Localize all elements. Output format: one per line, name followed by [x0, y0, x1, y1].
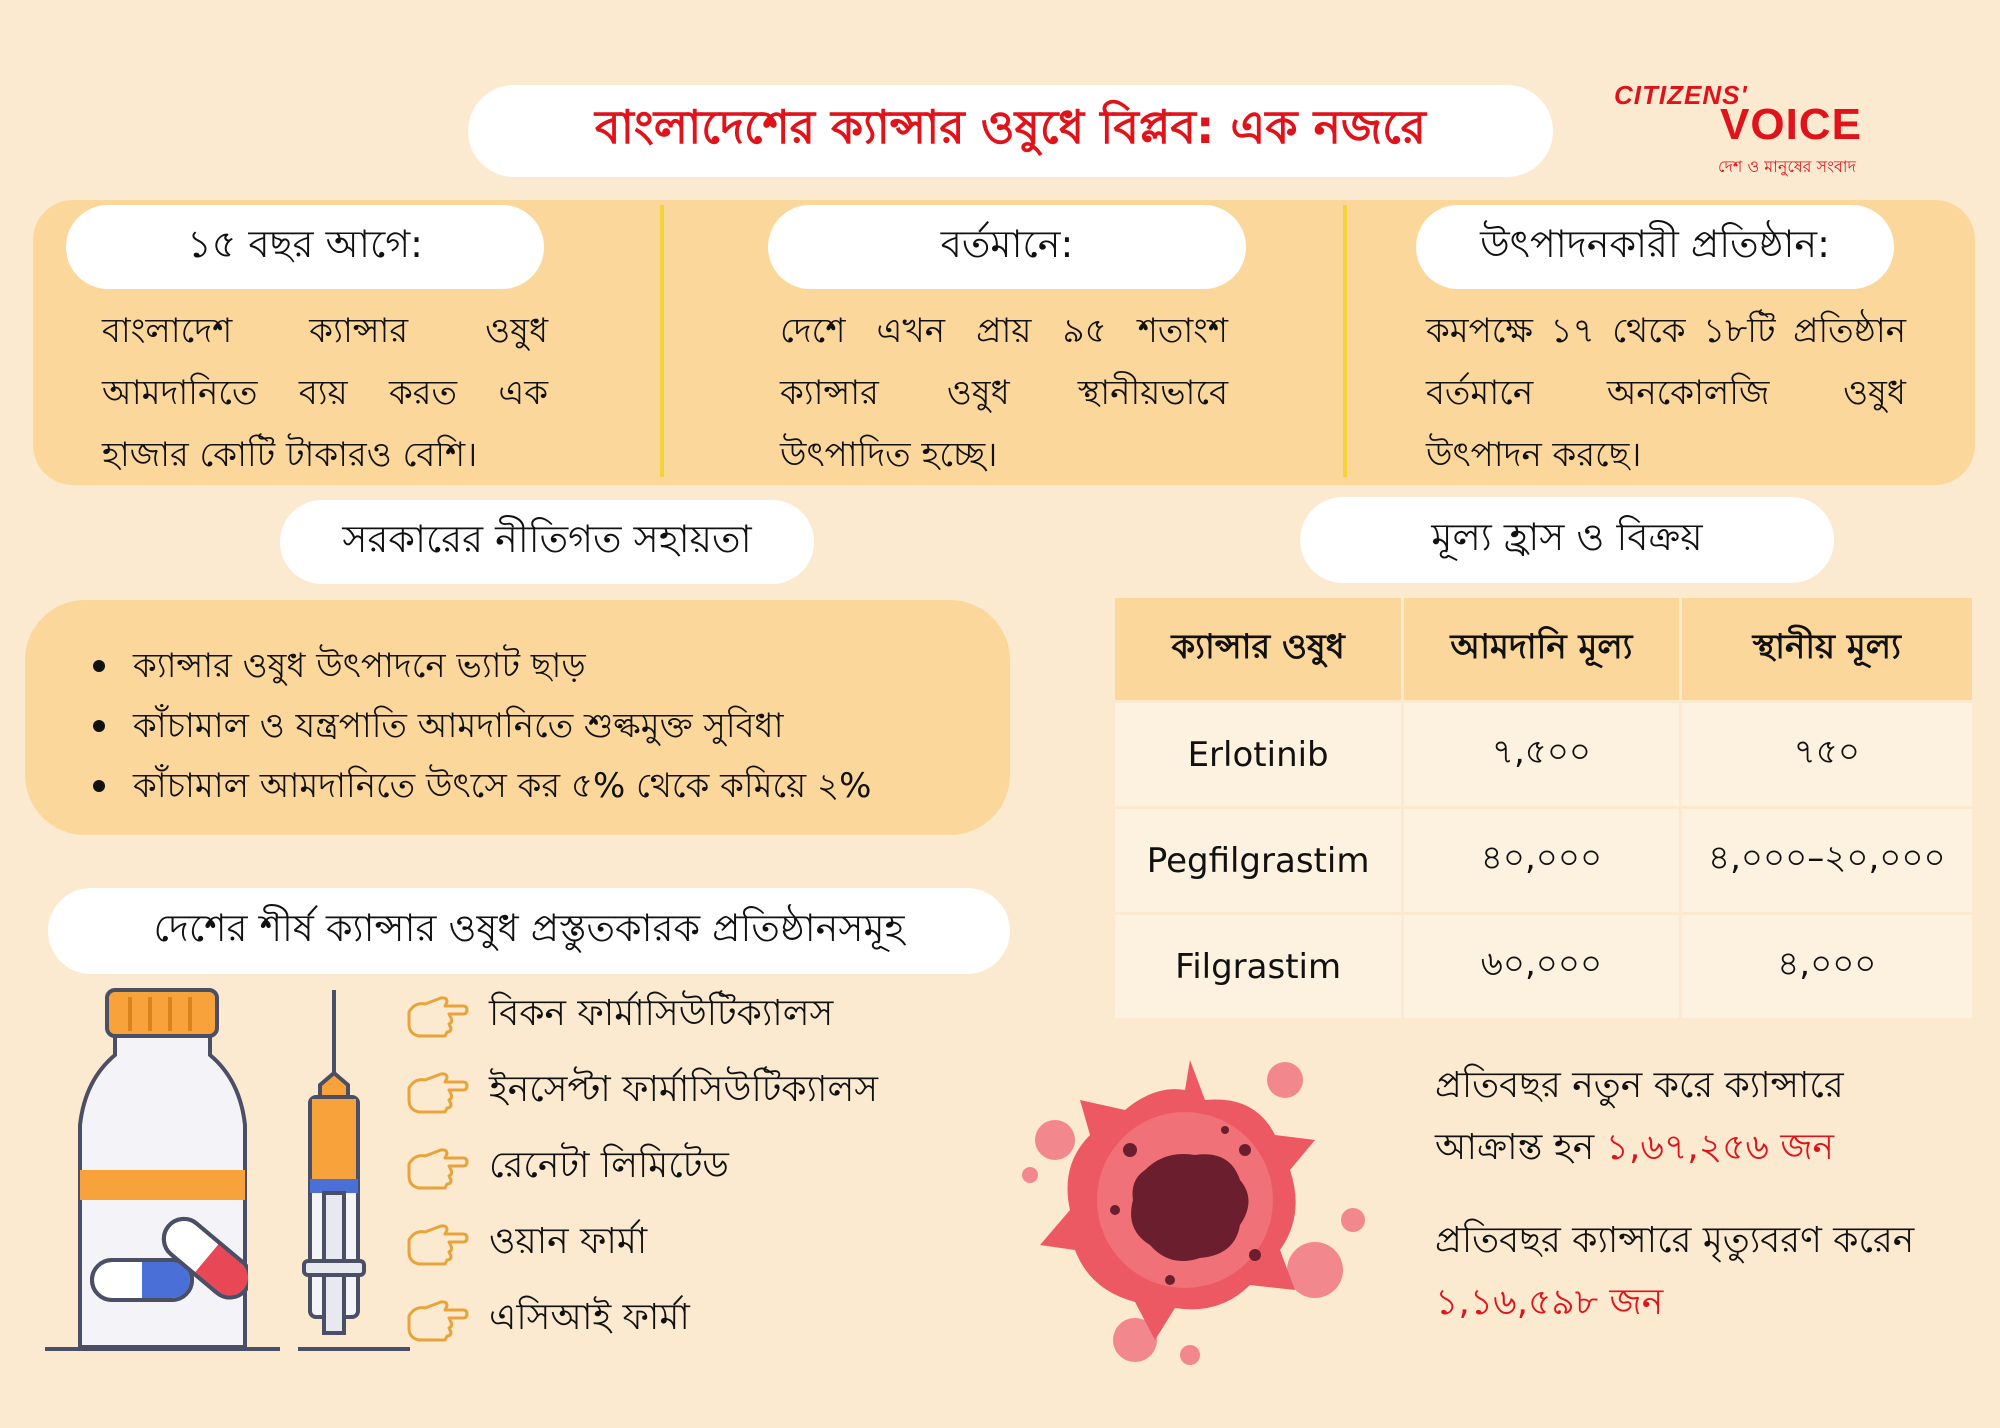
import-price: ৭,৫০০	[1403, 702, 1680, 808]
import-price: ৬০,০০০	[1403, 914, 1680, 1020]
drug-name: Erlotinib	[1115, 702, 1403, 808]
column-text-15-years-ago: বাংলাদেশ ক্যান্সার ওষুধ আমদানিতে ব্যয় করত এক হাজার কোটি টাকারও বেশি।	[102, 311, 548, 475]
policy-list	[71, 636, 1010, 816]
syringe-icon	[290, 985, 410, 1355]
pointing-hand-icon	[405, 1296, 469, 1344]
manufacturer-name: ওয়ান ফার্মা	[489, 1221, 648, 1262]
manufacturer-name: রেনেটা লিমিটেড	[489, 1145, 729, 1186]
pointing-hand-icon	[405, 992, 469, 1040]
policy-box	[25, 600, 1010, 835]
policy-item: কাঁচামাল ও যন্ত্রপাতি আমদানিতে শুল্কমুক্ত সুবিধা	[71, 696, 1010, 756]
column-heading-manufacturers-count: উৎপাদনকারী প্রতিষ্ঠান:	[1416, 205, 1894, 289]
policy-heading: সরকারের নীতিগত সহায়তা	[280, 500, 814, 584]
pointing-hand-icon	[405, 1068, 469, 1116]
column-heading-15-years-ago: ১৫ বছর আগে:	[66, 205, 544, 289]
import-price: ৪০,০০০	[1403, 808, 1680, 914]
manufacturer-name: ইনসেপ্টা ফার্মাসিউটিক্যালস	[489, 1069, 879, 1110]
price-heading: মূল্য হ্রাস ও বিক্রয়	[1300, 497, 1834, 583]
pointing-hand-icon	[405, 1220, 469, 1268]
local-price: ৪,০০০–২০,০০০	[1680, 808, 1973, 914]
column-divider	[1343, 205, 1347, 477]
capsule-icon	[88, 1210, 248, 1320]
table-row	[1115, 702, 1974, 808]
price-table-header-row	[1115, 598, 1974, 702]
list-item	[405, 978, 1025, 1054]
logo-brand-bottom: VOICE	[1720, 100, 1862, 149]
policy-item: ক্যান্সার ওষুধ উৎপাদনে ভ্যাট ছাড়	[71, 636, 1010, 696]
new-cases-stat	[1435, 1055, 1955, 1179]
citizens-voice-logo	[1612, 78, 1882, 178]
price-table	[1115, 598, 1975, 1021]
page-title: বাংলাদেশের ক্যান্সার ওষুধে বিপ্লব: এক নজরে	[468, 85, 1553, 177]
header-drug: ক্যান্সার ওষুধ	[1115, 598, 1403, 702]
local-price: ৭৫০	[1680, 702, 1973, 808]
column-text-present: দেশে এখন প্রায় ৯৫ শতাংশ ক্যান্সার ওষুধ স্থানীয়ভাবে উৎপাদিত হচ্ছে।	[780, 311, 1228, 475]
table-row	[1115, 808, 1974, 914]
column-divider	[660, 205, 664, 477]
new-cases-value: ১,৬৭,২৫৬ জন	[1605, 1127, 1835, 1168]
list-item	[405, 1282, 1025, 1358]
policy-item: কাঁচামাল আমদানিতে উৎসে কর ৫% থেকে কমিয়ে ২%	[71, 756, 1010, 816]
list-item	[405, 1130, 1025, 1206]
drug-name: Filgrastim	[1115, 914, 1403, 1020]
column-text-manufacturers-count: কমপক্ষে ১৭ থেকে ১৮টি প্রতিষ্ঠান বর্তমানে অনকোলজি ওষুধ উৎপাদন করছে।	[1426, 311, 1906, 475]
deaths-value: ১,১৬,৫৯৮ জন	[1435, 1282, 1664, 1323]
new-cases-text: প্রতিবছর নতুন করে ক্যান্সারে আক্রান্ত হন	[1435, 1065, 1844, 1168]
column-heading-present: বর্তমানে:	[768, 205, 1246, 289]
header-local-price: স্থানীয় মূল্য	[1680, 598, 1973, 702]
cancer-cell-icon	[995, 1040, 1385, 1370]
manufacturer-name: এসিআই ফার্মা	[489, 1297, 690, 1338]
deaths-stat	[1435, 1210, 1955, 1334]
list-item	[405, 1054, 1025, 1130]
logo-brand-top: CITIZENS'	[1614, 80, 1748, 110]
drug-name: Pegfilgrastim	[1115, 808, 1403, 914]
table-row	[1115, 914, 1974, 1020]
list-item	[405, 1206, 1025, 1282]
logo-tagline: দেশ ও মানুষের সংবাদ	[1718, 157, 1856, 176]
pointing-hand-icon	[405, 1144, 469, 1192]
manufacturer-name: বিকন ফার্মাসিউটিক্যালস	[489, 993, 834, 1034]
local-price: ৪,০০০	[1680, 914, 1973, 1020]
deaths-text: প্রতিবছর ক্যান্সারে মৃত্যুবরণ করেন	[1435, 1220, 1915, 1261]
header-import-price: আমদানি মূল্য	[1403, 598, 1680, 702]
manufacturer-list	[405, 978, 1025, 1358]
manufacturers-heading: দেশের শীর্ষ ক্যান্সার ওষুধ প্রস্তুতকারক প্রতিষ্ঠানসমূহ	[48, 888, 1010, 974]
